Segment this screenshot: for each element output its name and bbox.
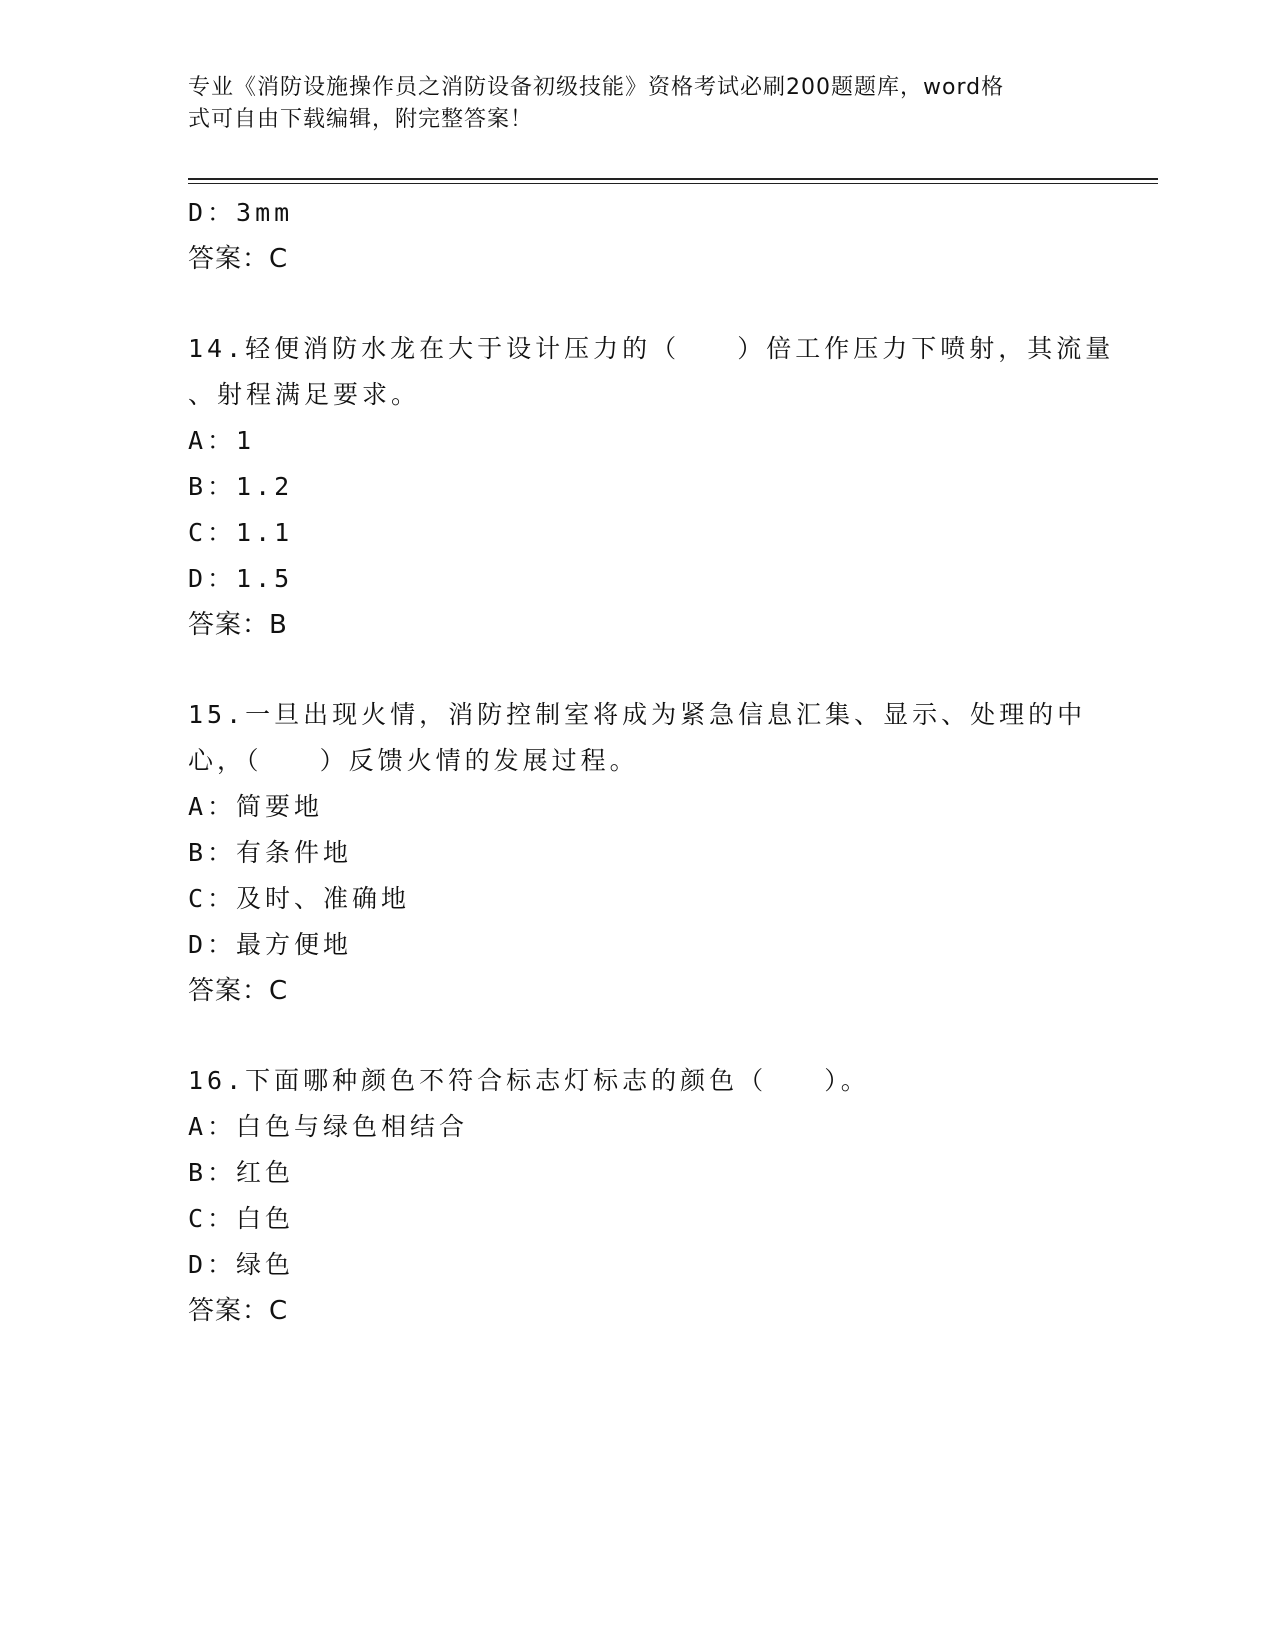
question-16 <box>188 1058 1088 1334</box>
header-divider-thick <box>188 178 1158 180</box>
option-c: C：及时、准确地 <box>188 884 411 913</box>
question-stem: 15.一旦出现火情，消防控制室将成为紧急信息汇集、显示、处理的中 <box>188 700 1087 729</box>
option-b: B：红色 <box>188 1158 295 1187</box>
option-b: B：1.2 <box>188 472 294 501</box>
page-header <box>188 72 1088 136</box>
option-d: D：3mm <box>188 198 294 227</box>
spacer <box>188 282 1088 326</box>
spacer <box>188 1014 1088 1058</box>
option-a: A：白色与绿色相结合 <box>188 1112 469 1141</box>
question-list <box>188 190 1115 1334</box>
question-15 <box>188 692 1088 1014</box>
answer-line: 答案：C <box>188 244 289 274</box>
question-stem: 16.下面哪种颜色不符合标志灯标志的颜色（ ）。 <box>188 1066 870 1095</box>
spacer <box>188 648 1088 692</box>
option-a: A：1 <box>188 426 256 455</box>
option-c: C：白色 <box>188 1204 295 1233</box>
option-d: D：最方便地 <box>188 930 353 959</box>
answer-line: 答案：B <box>188 610 288 640</box>
header-line-2: 式可自由下载编辑，附完整答案！ <box>188 107 534 132</box>
header-line-1: 专业《消防设施操作员之消防设备初级技能》资格考试必刷200题题库，word格 <box>188 75 1005 100</box>
option-d: D：1.5 <box>188 564 294 593</box>
answer-line: 答案：C <box>188 976 289 1006</box>
question-stem: 14.轻便消防水龙在大于设计压力的（ ）倍工作压力下喷射，其流量 <box>188 334 1115 363</box>
option-c: C：1.1 <box>188 518 294 547</box>
question-14 <box>188 326 1115 648</box>
question-stem-continued: 心，（ ）反馈火情的发展过程。 <box>188 746 639 775</box>
answer-line: 答案：C <box>188 1296 289 1326</box>
question-stem-continued: 、射程满足要求。 <box>188 380 421 409</box>
option-a: A：简要地 <box>188 792 324 821</box>
option-b: B：有条件地 <box>188 838 353 867</box>
header-divider-thin <box>188 183 1158 184</box>
carryover-question <box>188 190 1088 282</box>
option-d: D：绿色 <box>188 1250 295 1279</box>
